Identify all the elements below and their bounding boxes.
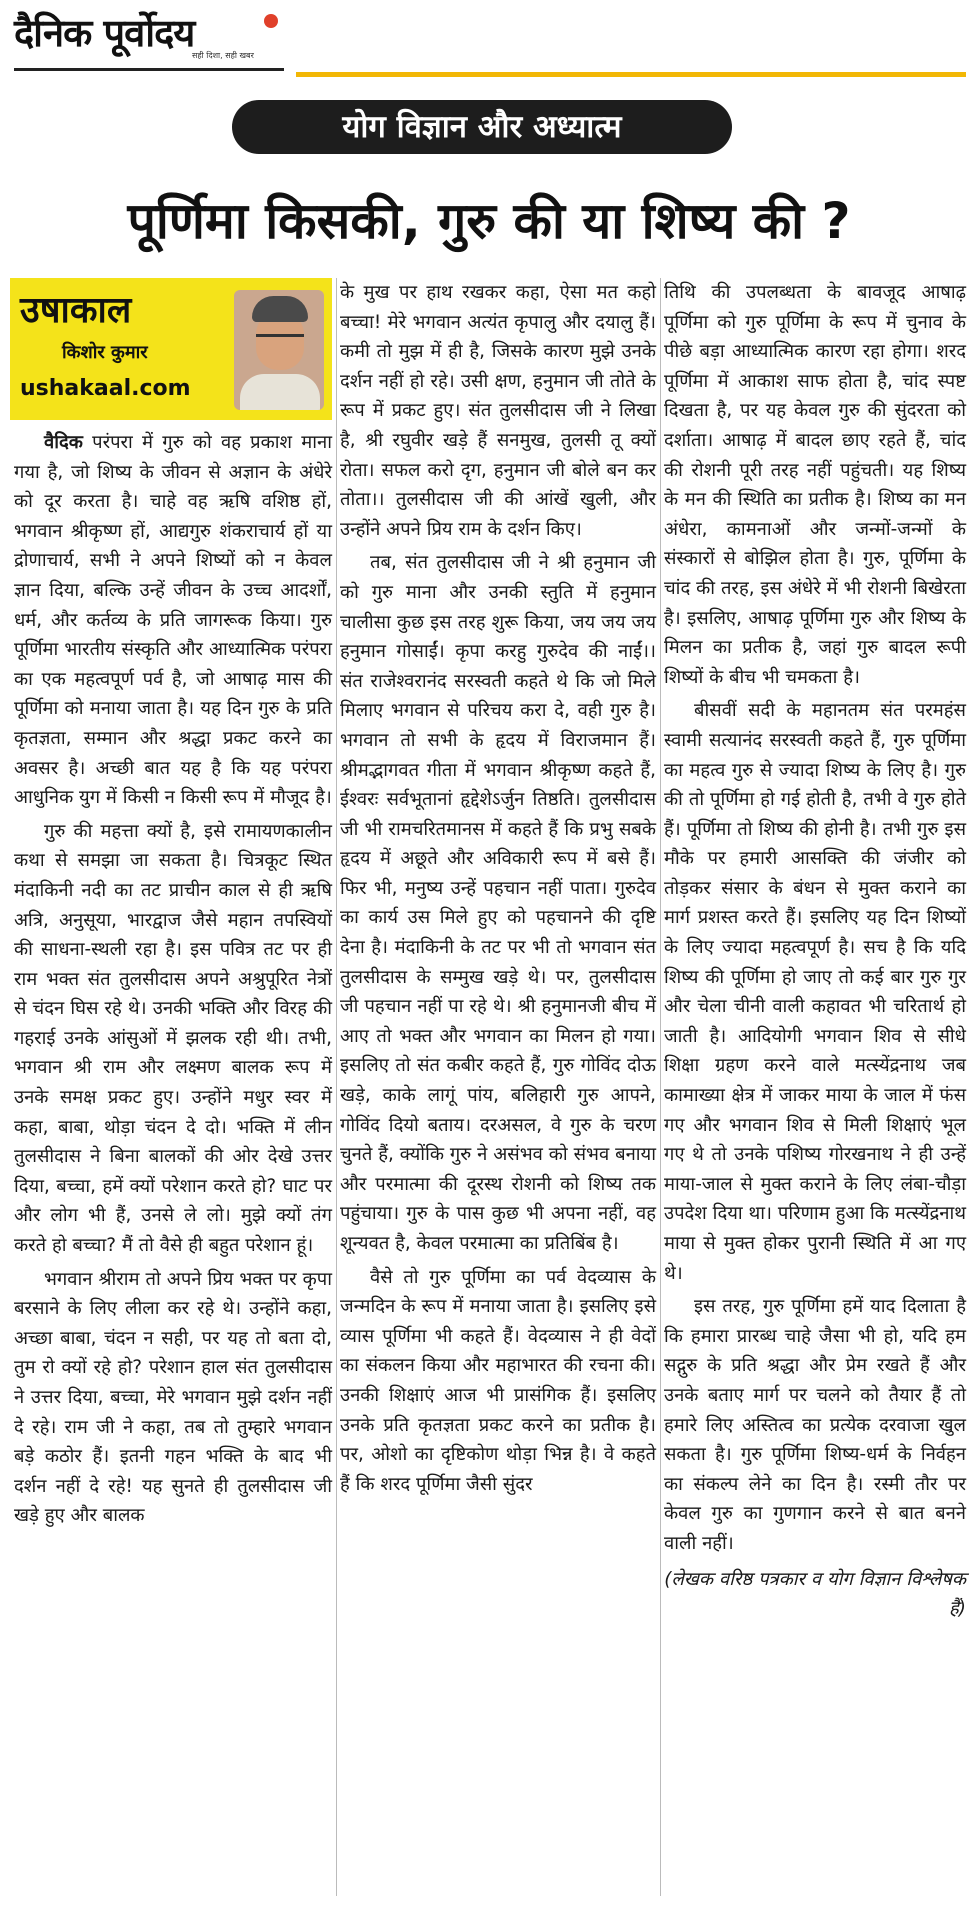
newspaper-name: दैनिक पूर्वोदय [14,11,195,55]
article-column-right [664,278,966,1624]
article-paragraph [14,428,332,813]
column-divider [336,278,337,1896]
article-paragraph: वैसे तो गुरु पूर्णिमा का पर्व वेदव्यास के जन्मदिन के रूप में मनाया जाता है। इसलिए इसे व्यास पूर्णिमा भी कहते हैं। वेदव्यास ने ही वेदों का संकलन किया और महाभारत की रचना की। उनकी शिक्षाएं आज भी प्रासंगिक हैं। इसलिए उनके प्रति कृतज्ञता प्रकट करने का प्रतीक है। पर, ओशो का दृष्टिकोण थोड़ा भिन्न है। वे कहते हैं कि शरद पूर्णिमा जैसी सुंदर [340,1266,656,1495]
author-note: (लेखक वरिष्ठ पत्रकार व योग विज्ञान विश्लेषक हैं) [664,1568,966,1620]
article-paragraph: तिथि की उपलब्धता के बावजूद आषाढ़ पूर्णिमा को गुरु पूर्णिमा के रूप में चुनाव के पीछे बड़ा आध्यात्मिक कारण रहा होगा। शरद पूर्णिमा में आकाश साफ होता है, चांद स्पष्ट दिखता है, पर यह केवल गुरु की सुंदरता को दर्शाता। आषाढ़ में बादल छाए रहते हैं, चांद की रोशनी पूरी तरह नहीं पहुंचती। यह शिष्य के मन की स्थिति का प्रतीक है। शिष्य का मन अंधेरा, कामनाओं और जन्मों-जन्मों के संस्कारों से बोझिल होता है। गुरु, पूर्णिमा के चांद की तरह, इस अंधेरे में भी रोशनी बिखेरता है। इसलिए, आषाढ़ पूर्णिमा गुरु और शिष्य के मिलन का प्रतीक है, जहां गुरु बादल रूपी शिष्यों के बीच भी चमकता है। [664,282,966,688]
article-paragraph: भगवान श्रीराम तो अपने प्रिय भक्त पर कृपा बरसाने के लिए लीला कर रहे थे। उन्होंने कहा, अच्छा बाबा, चंदन न सही, पर यह तो बता दो, तुम रो क्यों रहे हो? परेशान हाल संत तुलसीदास ने उत्तर दिया, बच्चा, मेरे भगवान मुझे दर्शन नहीं दे रहे। राम जी ने कहा, तब तो तुम्हारे भगवान बड़े कठोर हैं। इतनी गहन भक्ति के बाद भी दर्शन नहीं दे रहे! यह सुनते ही तुलसीदास जी खड़े हुए और बालक [14,1268,332,1527]
sun-logo-icon [264,14,278,28]
article-column-left [14,428,332,1531]
article-paragraph: तब, संत तुलसीदास जी ने श्री हनुमान जी को गुरु माना और उनकी स्तुति में हनुमान चालीसा कुछ इस तरह शुरू किया, जय जय जय हनुमान गोसाईं। कृपा करहु गुरुदेव की नाईं।। संत राजेश्वरानंद सरस्वती कहते थे कि जो मिले मिलाए भगवान से परिचय करा दे, वही गुरु है। भगवान तो सभी के हृदय में विराजमान हैं। श्रीमद्भागवत गीता में भगवान श्रीकृष्ण कहते हैं, ईश्वरः सर्वभूतानां हृद्देशेऽर्जुन तिष्ठति। तुलसीदास जी भी रामचरितमानस में कहते हैं कि प्रभु सबके हृदय में अछूते और अविकारी रूप में बसे हैं। फिर भी, मनुष्य उन्हें पहचान नहीं पाता। गुरुदेव का कार्य उस मिले हुए को पहचानने की दृष्टि देना है। मंदाकिनी के तट पर भी तो भगवान संत तुलसीदास के सम्मुख खड़े थे। पर, तुलसीदास जी पहचान नहीं पा रहे थे। श्री हनुमानजी बीच में आए तो भक्त और भगवान का मिलन हो गया। इसलिए तो संत कबीर कहते हैं, गुरु गोविंद दोऊ खड़े, काके लागूं पांय, बलिहारी गुरु आपने, गोविंद दियो बताय। दरअसल, वे गुरु के चरण चुनते हैं, क्योंकि गुरु ने असंभव को संभव बनाया और परमात्मा की दूरस्थ रोशनी को शिष्य तक पहुंचाया। गुरु के पास कुछ भी अपना नहीं, वह शून्यवत है, केवल परमात्मा का प्रतिबिंब है। [340,552,656,1254]
lead-word: वैदिक [44,432,83,453]
article-paragraph: बीसवीं सदी के महानतम संत परमहंस स्वामी सत्यानंद सरस्वती कहते हैं, गुरु पूर्णिमा का महत्व गुरु से ज्यादा शिष्य के लिए है। गुरु की तो पूर्णिमा हो गई होती है, तभी वे गुरु होते हैं। पूर्णिमा तो शिष्य की होनी है। तभी गुरु इस मौके पर हमारी आसक्ति की जंजीर को तोड़कर संसार के बंधन से मुक्त कराने का मार्ग प्रशस्त करते हैं। इसलिए यह दिन शिष्यों के लिए ज्यादा महत्वपूर्ण है। सच है कि यदि शिष्य की पूर्णिमा हो जाए तो कई बार गुरु गुर और चेला चीनी वाली कहावत भी चरितार्थ हो जाती है। आदियोगी भगवान शिव से सीधे शिक्षा ग्रहण करने वाले मत्स्येंद्रनाथ जब कामाख्या क्षेत्र में जाकर माया के जाल में फंस गए और भगवान शिव से मिली शिक्षाएं भूल गए थे तो उनके पशिष्य गोरखनाथ ने ही उन्हें माया-जाल से मुक्त कराने के लिए लंबा-चौड़ा उपदेश दिया था। परिणाम हुआ कि मत्स्येंद्रनाथ माया से मुक्त होकर पुरानी स्थिति में आ गए थे। [664,700,966,1284]
paragraph-text: परंपरा में गुरु को वह प्रकाश माना गया है, जो शिष्य के जीवन से अज्ञान के अंधेरे को दूर करता है। चाहे वह ऋषि वशिष्ठ हों, भगवान श्रीकृष्ण हों, आद्यगुरु शंकराचार्य हों या द्रोणाचार्य, सभी ने अपने शिष्यों को न केवल ज्ञान दिया, बल्कि उन्हें जीवन के उच्च आदर्शों, धर्म, और कर्तव्य के प्रति जागरूक किया। गुरु पूर्णिमा भारतीय संस्कृति और आध्यात्मिक परंपरा का एक महत्वपूर्ण पर्व है, जो आषाढ़ मास की पूर्णिमा को मनाया जाता है। यह दिन गुरु के प्रति कृतज्ञता, सम्मान और श्रद्धा प्रकट करने का अवसर है। अच्छी बात यह है कि यह परंपरा आधुनिक युग में किसी न किसी रूप में मौजूद है। [14,432,332,809]
article-paragraph: गुरु की महत्ता क्यों है, इसे रामायणकालीन कथा से समझा जा सकता है। चित्रकूट स्थित मंदाकिनी नदी का तट प्राचीन काल से ही ऋषि अत्रि, अनुसूया, भारद्वाज जैसे महान तपस्वियों की साधना-स्थली रहा है। इस पवित्र तट पर ही राम भक्त संत तुलसीदास अपने अश्रुपूरित नेत्रों से चंदन घिस रहे थे। उनकी भक्ति और विरह की गहराई उनके आंसुओं में झलक रही थी। तभी, भगवान श्री राम और लक्ष्मण बालक रूप में उनके समक्ष प्रकट हुए। उन्होंने मधुर स्वर में कहा, बाबा, थोड़ा चंदन दे दो। भक्ति में लीन तुलसीदास ने बिना बालकों की ओर देखे उत्तर दिया, बच्चा, हमें क्यों परेशान करते हो? घाट पर और लोग भी हैं, उनसे ले लो। मुझे क्यों तंग करते हो बच्चा? मैं तो वैसे ही बहुत परेशान हूं। [14,820,332,1257]
article-paragraph: के मुख पर हाथ रखकर कहा, ऐसा मत कहो बच्चा! मेरे भगवान अत्यंत कृपालु और दयालु हैं। कमी तो मुझ में ही है, जिसके कारण मुझे उनके दर्शन नहीं हो रहे। उसी क्षण, हनुमान जी तोते के रूप में प्रकट हुए। संत तुलसीदास जी ने लिखा है, श्री रघुवीर खड़े हैं सनमुख, तुलसी तू क्यों रोता। सफल करो दृग, हनुमान जी बोले बन कर तोता।। तुलसीदास जी की आंखें खुली, और उन्होंने अपने प्रिय राम के दर्शन किए। [340,282,656,540]
section-banner: योग विज्ञान और अध्यात्म [232,100,732,154]
photo-glasses [256,334,304,344]
column-website: ushakaal.com [20,376,191,401]
newspaper-tagline: सही दिशा, सही खबर [192,51,254,60]
author-name: किशोर कुमार [62,342,148,363]
column-divider [660,278,661,1896]
column-brand-box [10,278,332,420]
article-headline: पूर्णिमा किसकी, गुरु की या शिष्य की ? [127,192,851,250]
article-paragraph: इस तरह, गुरु पूर्णिमा हमें याद दिलाता है कि हमारा प्रारब्ध चाहे जैसा भी हो, यदि हम सद्गुरु के प्रति श्रद्धा और प्रेम रखते हैं और उनके बताए मार्ग पर चलने को तैयार हैं तो हमारे लिए अस्तित्व का प्रत्येक दरवाजा खुल सकता है। गुरु पूर्णिमा शिष्य-धर्म के निर्वहन का संकल्प लेने का दिन है। रस्मी तौर पर केवल गुरु का गुणगान करने से बात बनने वाली नहीं। [664,1296,966,1554]
author-photo [234,290,324,410]
masthead [0,0,976,78]
article-column-middle [340,278,656,1499]
masthead-accent-rule [296,72,966,77]
column-name: उषाकाल [20,290,132,331]
photo-hair [252,296,308,322]
masthead-divider [14,68,284,71]
photo-shirt [240,374,320,410]
